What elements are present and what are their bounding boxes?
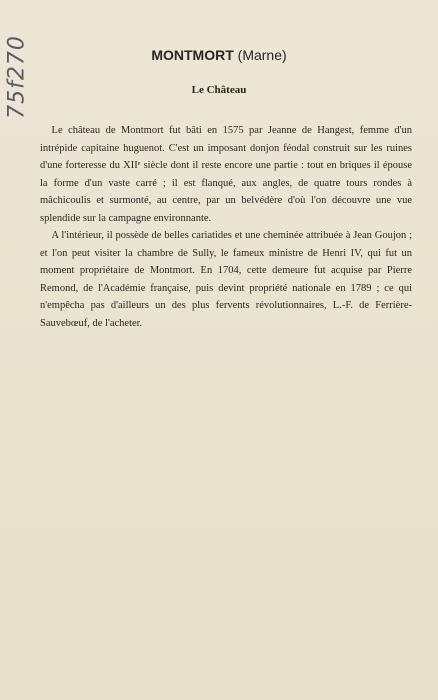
handwritten-annotation bbox=[2, 30, 32, 124]
page-subtitle: Le Château bbox=[191, 84, 247, 96]
handwritten-annotation-text: 75f270 bbox=[4, 35, 30, 119]
paragraph: Le château de Montmort fut bâti en 1575 par Jeanne de Hangest, femme d'un intrépide capitaine huguenot. C'est un imposant donjon féodal construit sur les ruines d'une forteresse du XIIᵉ siècle dont il reste encore une partie : tout en briques il épouse la forme d'un vaste carré ; il est flanqué, aux angles, de quatre tours rondes à mâchicoulis et surmonté, au centre, par un belvédère d'où l'on découvre une vue splendide sur la campagne environnante. bbox=[40, 125, 412, 224]
page-title-main: MONTMORT bbox=[151, 47, 234, 63]
paragraph: A l'intérieur, il possède de belles cariatides et une cheminée attribuée à Jean Goujon ; et l'on peut visiter la chambre de Sully, le fameux ministre de Henri IV, qui fut un moment propriétaire de Montmort. En 1704, cette demeure fut acquise par Pierre Remond, de l'Académie française, puis devint propriété nationale en 1789 ; ce qui n'empêcha pas d'ailleurs un des plus fervents révolutionnaires, L.-F. de Ferrière-Sauvebœuf, de l'acheter. bbox=[40, 230, 412, 329]
page-title-suffix: (Marne) bbox=[237, 47, 287, 63]
body-text bbox=[40, 122, 412, 332]
page-title bbox=[0, 47, 438, 63]
